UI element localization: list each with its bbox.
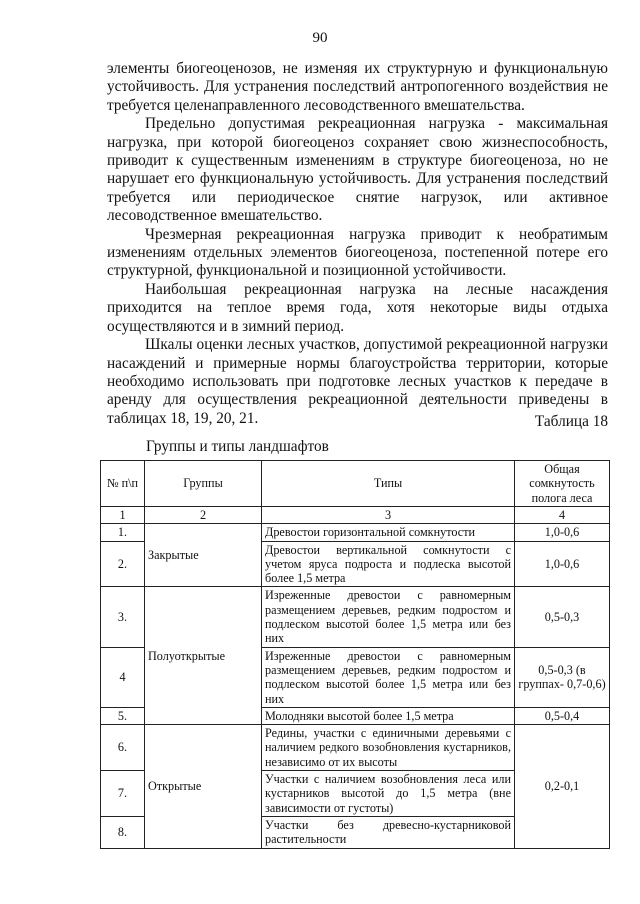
column-index: 2 <box>145 507 262 524</box>
type-cell: Участки с наличием возобновления леса или кустарников высотой до 1,5 метра (вне зависимости от густоты) <box>262 771 515 817</box>
paragraph: Предельно допустимая рекреационная нагрузка - максимальная нагрузка, при которой биогеоценоз сохраняет свою жизнеспособность, приводит к существенным изменениям в структуре биогеоценоза, но не нарушает его функциональную устойчивость. Для устранения последствий требуется или периодическое снятие нагрузок, или активное лесоводственное вмешательство. <box>107 115 608 225</box>
row-num: 1. <box>101 524 145 541</box>
column-index: 3 <box>262 507 515 524</box>
row-num: 6. <box>101 725 145 771</box>
type-cell: Редины, участки с единичными деревьями с наличием редкого возобновления кустарников, независимо от их высоты <box>262 725 515 771</box>
header-density: Общая сомкнутость полога леса <box>515 461 610 507</box>
paragraph: элементы биогеоценозов, не изменяя их структурную и функциональную устойчивость. Для устранения последствий антропогенного воздействия не требуется целенаправленного лесоводственного вмешательства. <box>107 60 608 114</box>
density-cell: 0,5-0,4 <box>515 707 610 724</box>
header-group: Группы <box>145 461 262 507</box>
column-index: 4 <box>515 507 610 524</box>
density-cell: 0,2-0,1 <box>515 725 610 848</box>
row-num: 8. <box>101 816 145 848</box>
header-type: Типы <box>262 461 515 507</box>
paragraph: Чрезмерная рекреационная нагрузка приводит к необратимым изменениям отдельных элементов биогеоценоза, постепенной потере его структурной, функциональной и позиционной устойчивости. <box>107 225 608 280</box>
type-cell: Участки без древесно-кустарниковой растительности <box>262 816 515 848</box>
group-cell: Полуоткрытые <box>145 587 262 725</box>
page-number: 90 <box>312 30 328 46</box>
type-cell: Изреженные древостои с равномерным размещением деревьев, редким подростом и подлеском высотой более 1,5 метра или без них <box>262 587 515 647</box>
landscape-table <box>100 460 610 849</box>
type-cell: Изреженные древостои с равномерным размещением деревьев, редким подростом и подлеском высотой более 1,5 метра или без них <box>262 647 515 707</box>
density-cell: 1,0-0,6 <box>515 541 610 587</box>
column-index: 1 <box>101 507 145 524</box>
table-title: Группы и типы ландшафтов <box>146 438 329 455</box>
group-cell: Закрытые <box>145 524 262 587</box>
density-cell: 0,5-0,3 (в группах- 0,7-0,6) <box>515 647 610 707</box>
table-caption: Таблица 18 <box>534 413 608 430</box>
type-cell: Древостои вертикальной сомкнутости с учетом яруса подроста и подлеска высотой более 1,5 метра <box>262 541 515 587</box>
body-text <box>107 60 608 428</box>
paragraph: Наибольшая рекреационная нагрузка на лесные насаждения приходится на теплое время года, хотя некоторые виды отдыха осуществляются и в зимний период. <box>107 280 608 335</box>
header-num: № п\п <box>101 461 145 507</box>
row-num: 3. <box>101 587 145 647</box>
table-row <box>101 524 610 541</box>
table-header-row <box>101 461 610 507</box>
type-cell: Молодняки высотой более 1,5 метра <box>262 707 515 724</box>
row-num: 2. <box>101 541 145 587</box>
column-index-row <box>101 507 610 524</box>
density-cell: 0,5-0,3 <box>515 587 610 647</box>
type-cell: Древостои горизонтальной сомкнутости <box>262 524 515 541</box>
group-cell: Открытые <box>145 725 262 848</box>
table-row <box>101 587 610 647</box>
paragraph: Шкалы оценки лесных участков, допустимой рекреационной нагрузки насаждений и примерные нормы благоустройства территории, которые необходимо использовать при подготовке лесных участков к передаче в аренду для осуществления рекреационной деятельности приведены в таблицах 18, 19, 20, 21. <box>107 336 608 427</box>
row-num: 4 <box>101 647 145 707</box>
table-row <box>101 725 610 771</box>
density-cell: 1,0-0,6 <box>515 524 610 541</box>
row-num: 5. <box>101 707 145 724</box>
row-num: 7. <box>101 771 145 817</box>
